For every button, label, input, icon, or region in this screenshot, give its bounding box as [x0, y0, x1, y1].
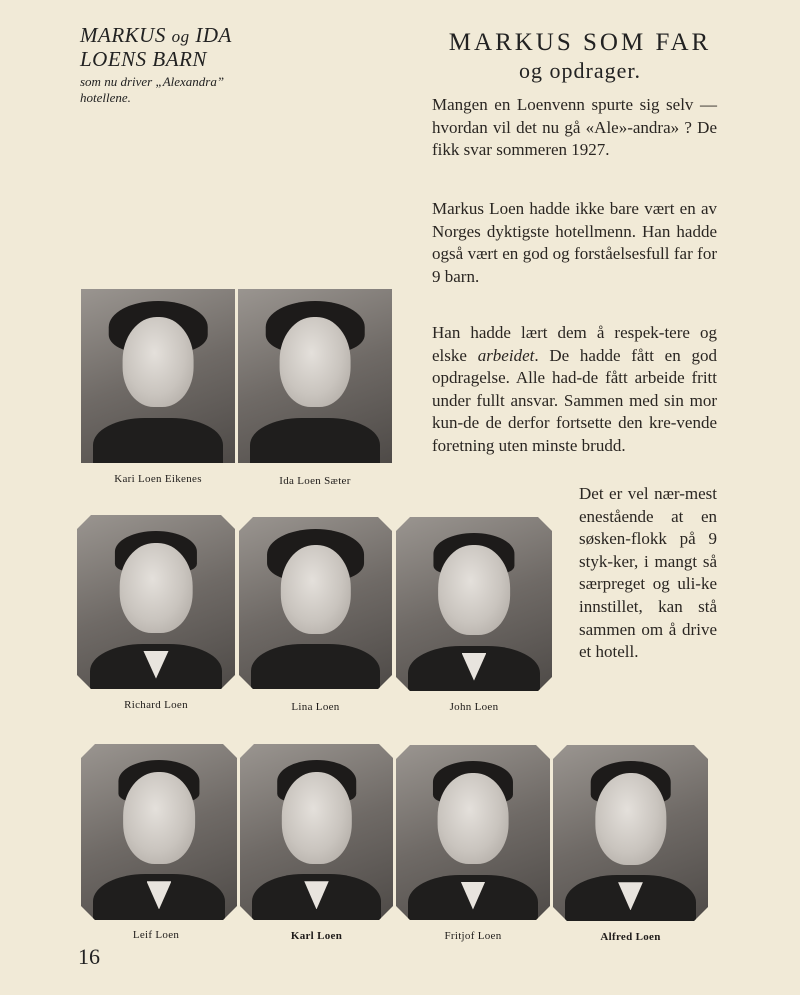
caption-john: John Loen [449, 701, 499, 713]
portrait-leif-loen [81, 744, 237, 920]
caption-kari: Kari Loen Eikenes [114, 473, 202, 485]
paragraph-3 [432, 322, 717, 458]
article-title: MARKUS SOM FAR [448, 29, 712, 56]
heading-ida: IDA [195, 23, 232, 47]
caption-leif: Leif Loen [132, 929, 180, 941]
paragraph-3-part-a: Han hadde lært dem å respek-tere og elske [432, 323, 717, 365]
heading-subline-2: hotellene. [80, 90, 131, 105]
page-number: 16 [78, 944, 100, 969]
heading-loens-barn: LOENS BARN [80, 47, 207, 71]
heading-subline-1: som nu driver „Alexandra” [80, 74, 225, 89]
portrait-richard-loen [77, 515, 235, 689]
paragraph-2: Markus Loen hadde ikke bare vært en av Norges dyktigste hotellmenn. Han hadde også vært en god og forståelsesfull far for 9 barn. [432, 199, 717, 286]
article-subtitle: og opdrager. [519, 58, 641, 83]
portrait-alfred-loen [553, 745, 708, 921]
portrait-john-loen [396, 517, 552, 691]
portrait-ida-loen-saeter [238, 289, 392, 463]
heading-og: og [171, 27, 190, 46]
children-heading [80, 24, 310, 106]
portrait-fritjof-loen [396, 745, 550, 920]
caption-richard: Richard Loen [124, 699, 188, 711]
caption-lina: Lina Loen [291, 701, 340, 713]
caption-alfred: Alfred Loen [600, 931, 661, 943]
portrait-karl-loen [240, 744, 393, 920]
heading-markus: MARKUS [80, 23, 166, 47]
caption-ida: Ida Loen Sæter [279, 475, 351, 487]
portrait-kari-loen-eikenes [81, 289, 235, 463]
paragraph-3-part-b: . De hadde fått en god opdragelse. Alle had-de fått arbeide fritt under fullt ansvar. Sammen med sin mor kun-de de derfor fortsette den kre-vende foretning uten minste brudd. [432, 345, 717, 455]
paragraph-3-emphasis: arbeidet [477, 345, 535, 365]
article-title-block [430, 28, 730, 84]
paragraph-1: Mangen en Loenvenn spurte sig selv — hvordan vil det nu gå «Ale»-andra» ? De fikk svar sommeren 1927. [432, 95, 717, 160]
paragraph-4: Det er vel nær-mest enestående at en søsken-flokk på 9 styk-ker, i mangt så særpreget og uli-ke innstillet, kan stå sammen om å drive et hotell. [579, 484, 717, 662]
portrait-lina-loen [239, 517, 392, 689]
caption-karl: Karl Loen [290, 930, 343, 942]
caption-fritjof: Fritjof Loen [444, 930, 502, 942]
